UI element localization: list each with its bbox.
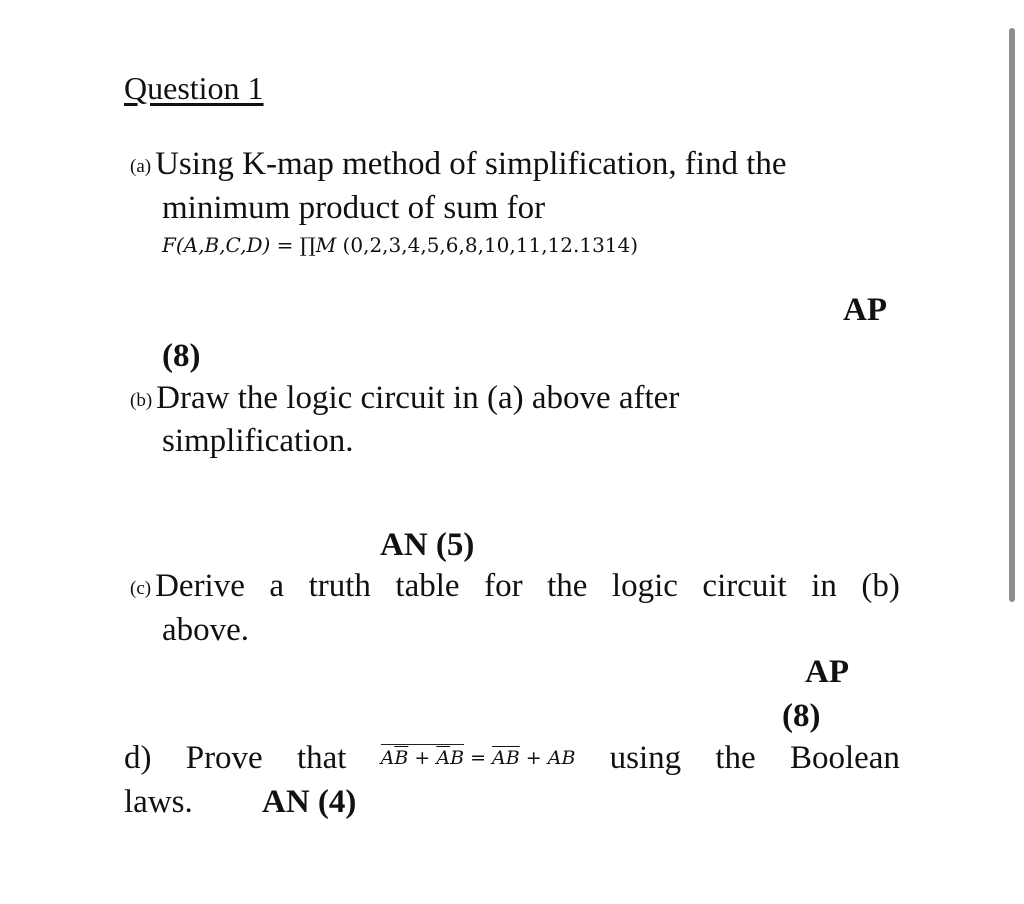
eq-term: $\overline{B}$	[394, 747, 409, 769]
part-c-level: AP	[805, 654, 849, 690]
part-d-word-that: that	[296, 740, 347, 776]
part-c-word: in	[811, 568, 837, 604]
eq-plus: +	[408, 747, 437, 769]
part-d-word-prove: Prove	[185, 740, 263, 776]
formula-operator: ∏M	[299, 233, 337, 257]
eq-equals: =	[464, 747, 493, 769]
part-a-marks: (8)	[162, 338, 201, 374]
part-a-text1: Using K-map method of simplification, find the	[155, 146, 787, 182]
part-d-line1	[124, 740, 900, 777]
part-c-word: logic	[611, 568, 678, 604]
part-b-text1: Draw the logic circuit in (a) above after	[156, 380, 680, 416]
question-title: Question 1	[124, 70, 264, 106]
part-d-word: the	[715, 740, 756, 776]
eq-term: A	[380, 747, 395, 769]
part-a-line2: minimum product of sum for	[162, 190, 546, 226]
part-c-word: for	[484, 568, 523, 604]
eq-term: AB	[547, 747, 576, 769]
part-c-marks: (8)	[782, 698, 821, 734]
eq-term: B	[450, 747, 465, 769]
eq-plus: +	[519, 747, 548, 769]
part-a-label: (a)	[130, 156, 152, 177]
equation-lhs	[381, 744, 464, 769]
boolean-equation	[381, 744, 576, 769]
part-d-word: using	[609, 740, 682, 776]
part-b-line1	[130, 380, 679, 417]
part-c-word: the	[547, 568, 588, 604]
part-a-formula	[162, 233, 638, 257]
part-d-word: Boolean	[789, 740, 900, 776]
part-c-line2: above.	[162, 612, 250, 648]
vertical-scrollbar[interactable]	[1009, 28, 1015, 602]
formula-terms: (0,2,3,4,5,6,8,10,11,12.1314)	[336, 233, 639, 257]
part-c-word: circuit	[702, 568, 787, 604]
eq-term: $\overline{B}$	[505, 747, 520, 769]
part-c-word: Derive	[155, 568, 245, 604]
eq-term: $\overline{A}$	[436, 747, 451, 769]
part-c-word: table	[395, 568, 460, 604]
formula-lhs: F(A,B,C,D) =	[162, 233, 300, 257]
part-c-first	[130, 568, 245, 605]
part-c-word: a	[269, 568, 285, 604]
part-d-level-marks: AN (4)	[262, 784, 357, 820]
part-c-line1	[130, 568, 900, 605]
part-d-line2: laws.	[124, 784, 193, 820]
part-c-word: truth	[308, 568, 371, 604]
part-a-line1	[130, 146, 787, 183]
part-b-label: (b)	[130, 390, 153, 411]
eq-term: $\overline{A}$	[492, 747, 506, 769]
part-d-label: d)	[124, 740, 152, 776]
part-a-level: AP	[843, 292, 887, 328]
part-c-word: (b)	[861, 568, 900, 604]
part-b-level-marks: AN (5)	[380, 527, 475, 563]
part-c-label: (c)	[130, 578, 152, 599]
part-b-line2: simplification.	[162, 423, 354, 459]
